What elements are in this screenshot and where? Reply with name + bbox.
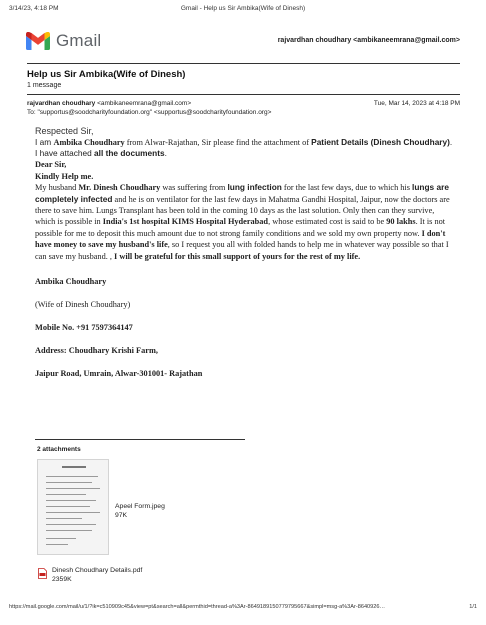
signature-mobile bbox=[35, 322, 455, 333]
print-url: https://mail.google.com/mail/u/1/?ik=c510909c45&view=pt&search=all&permthid=thread-a%3Ar-8649189150779795667&simpl=msg-a%3Ar-8640926… bbox=[9, 604, 386, 610]
sender bbox=[27, 100, 191, 107]
story-bold: Mr. Dinesh Choudhary bbox=[78, 183, 161, 193]
thumbnail-line bbox=[46, 530, 92, 531]
story-text: and he is on ventilator for the last few days in Mahatma Gandhi Hospital, Jaipur, now the doctors are there to save him. Lungs Transplant has been told in the coming 10 days as the last solution. Only then can they survive, which is possible in bbox=[35, 194, 450, 227]
attachment-1-size: 97K bbox=[115, 512, 128, 519]
print-date: 3/14/23, 4:18 PM bbox=[9, 5, 59, 12]
thumbnail-line bbox=[46, 518, 82, 519]
help-line bbox=[35, 171, 455, 182]
story-bold: I will be grateful for this small support of yours for the rest of my life. bbox=[114, 251, 361, 261]
story-text: . It is not possible for me to deposit this much amount due to not strong family conditions and we sold my own property now. bbox=[35, 217, 446, 238]
help-text: Kindly Help me. bbox=[35, 171, 94, 181]
thumbnail-heading-mark bbox=[62, 466, 86, 468]
thumbnail-line bbox=[46, 544, 68, 545]
thumbnail-line bbox=[46, 538, 76, 539]
sender-email: <ambikaneemrana@gmail.com> bbox=[97, 100, 192, 107]
attachments-count: 2 attachments bbox=[37, 446, 81, 453]
dear-line bbox=[35, 159, 455, 170]
story-bold: lung infection bbox=[227, 182, 282, 193]
story-text: for the last few days, due to which his bbox=[281, 183, 413, 193]
signature-name-text: Ambika Choudhary bbox=[35, 277, 107, 287]
intro-paragraph bbox=[35, 137, 455, 159]
story-text: , whose estimated cost is said to be bbox=[268, 217, 387, 227]
story-bold: I don't have money to save my husband's life bbox=[35, 228, 446, 250]
print-header bbox=[9, 5, 477, 15]
intro-text-1: I am bbox=[35, 137, 54, 147]
thumbnail-line bbox=[46, 512, 100, 513]
thumbnail-line bbox=[46, 506, 90, 507]
signature-mobile-text: Mobile No. +91 7597364147 bbox=[35, 323, 133, 333]
thread-subject: Help us Sir Ambika(Wife of Dinesh) bbox=[27, 69, 186, 80]
attachment-2-name[interactable]: Dinesh Choudhary Details.pdf bbox=[52, 567, 143, 574]
thumbnail-line bbox=[46, 500, 96, 501]
signature-address-2-text: Jaipur Road, Umrain, Alwar-301001- Rajathan bbox=[35, 369, 203, 379]
message-date: Tue, Mar 14, 2023 at 4:18 PM bbox=[373, 100, 460, 107]
attachment-1-name[interactable]: Apeel Form.jpeg bbox=[115, 503, 165, 510]
greeting: Respected Sir, bbox=[35, 126, 94, 136]
thumbnail-line bbox=[46, 488, 100, 489]
gmail-logo bbox=[26, 30, 101, 52]
story-bold: India's 1st hospital KIMS Hospital Hyderabad bbox=[102, 217, 269, 227]
print-page-title: Gmail - Help us Sir Ambika(Wife of Dinesh) bbox=[180, 5, 306, 12]
gmail-m-icon bbox=[26, 32, 50, 50]
attachments-divider bbox=[35, 439, 245, 440]
thumbnail-line bbox=[46, 494, 86, 495]
message-body bbox=[35, 125, 455, 379]
story-bold: lungs are completely infected bbox=[35, 182, 449, 204]
story-bold: 90 lakhs bbox=[386, 217, 416, 227]
subject-divider bbox=[27, 94, 460, 95]
message-count: 1 message bbox=[27, 82, 62, 89]
recipient-line: To: "supportus@soodcharityfoundation.org" <supportus@soodcharityfoundation.org> bbox=[27, 109, 272, 116]
print-footer bbox=[9, 604, 477, 614]
signature-address-1 bbox=[35, 345, 455, 356]
intro-text-4: . bbox=[164, 148, 167, 159]
attachment-thumbnail-image[interactable] bbox=[37, 459, 109, 555]
pdf-icon bbox=[38, 568, 47, 579]
sender-name: rajvardhan choudhary bbox=[27, 100, 96, 107]
intro-text-2: from Alwar-Rajathan, Sir please find the attachment of bbox=[124, 138, 312, 147]
gmail-wordmark: Gmail bbox=[56, 31, 102, 50]
story-text: , so I request you all with folded hands to help me in whatever way possible so that I can save my husband. , bbox=[35, 240, 449, 261]
thumbnail-line bbox=[46, 476, 98, 477]
signature-relation: (Wife of Dinesh Choudhary) bbox=[35, 300, 131, 310]
signature-address-1-text: Address: Choudhary Krishi Farm, bbox=[35, 346, 158, 356]
intro-name: Ambika Choudhary bbox=[53, 138, 125, 147]
attachment-2-size: 2359K bbox=[52, 576, 72, 583]
thumbnail-line bbox=[46, 524, 96, 525]
intro-bold-patient: Patient Details (Dinesh Choudhary) bbox=[311, 137, 450, 147]
account-name: rajvardhan choudhary <ambikaneemrana@gmail.com> bbox=[277, 37, 460, 44]
story-text: was suffering from bbox=[160, 183, 228, 193]
print-page-number: 1/1 bbox=[469, 604, 477, 610]
dear-text: Dear Sir, bbox=[35, 160, 67, 170]
story-text: My husband bbox=[35, 183, 79, 193]
signature-name bbox=[35, 276, 455, 287]
intro-bold-documents: all the documents bbox=[94, 148, 165, 159]
story-paragraph bbox=[35, 182, 455, 262]
intro-text-3: . I have attached bbox=[35, 137, 453, 159]
thumbnail-line bbox=[46, 482, 92, 483]
header-divider bbox=[27, 63, 460, 64]
signature-address-2 bbox=[35, 368, 455, 379]
